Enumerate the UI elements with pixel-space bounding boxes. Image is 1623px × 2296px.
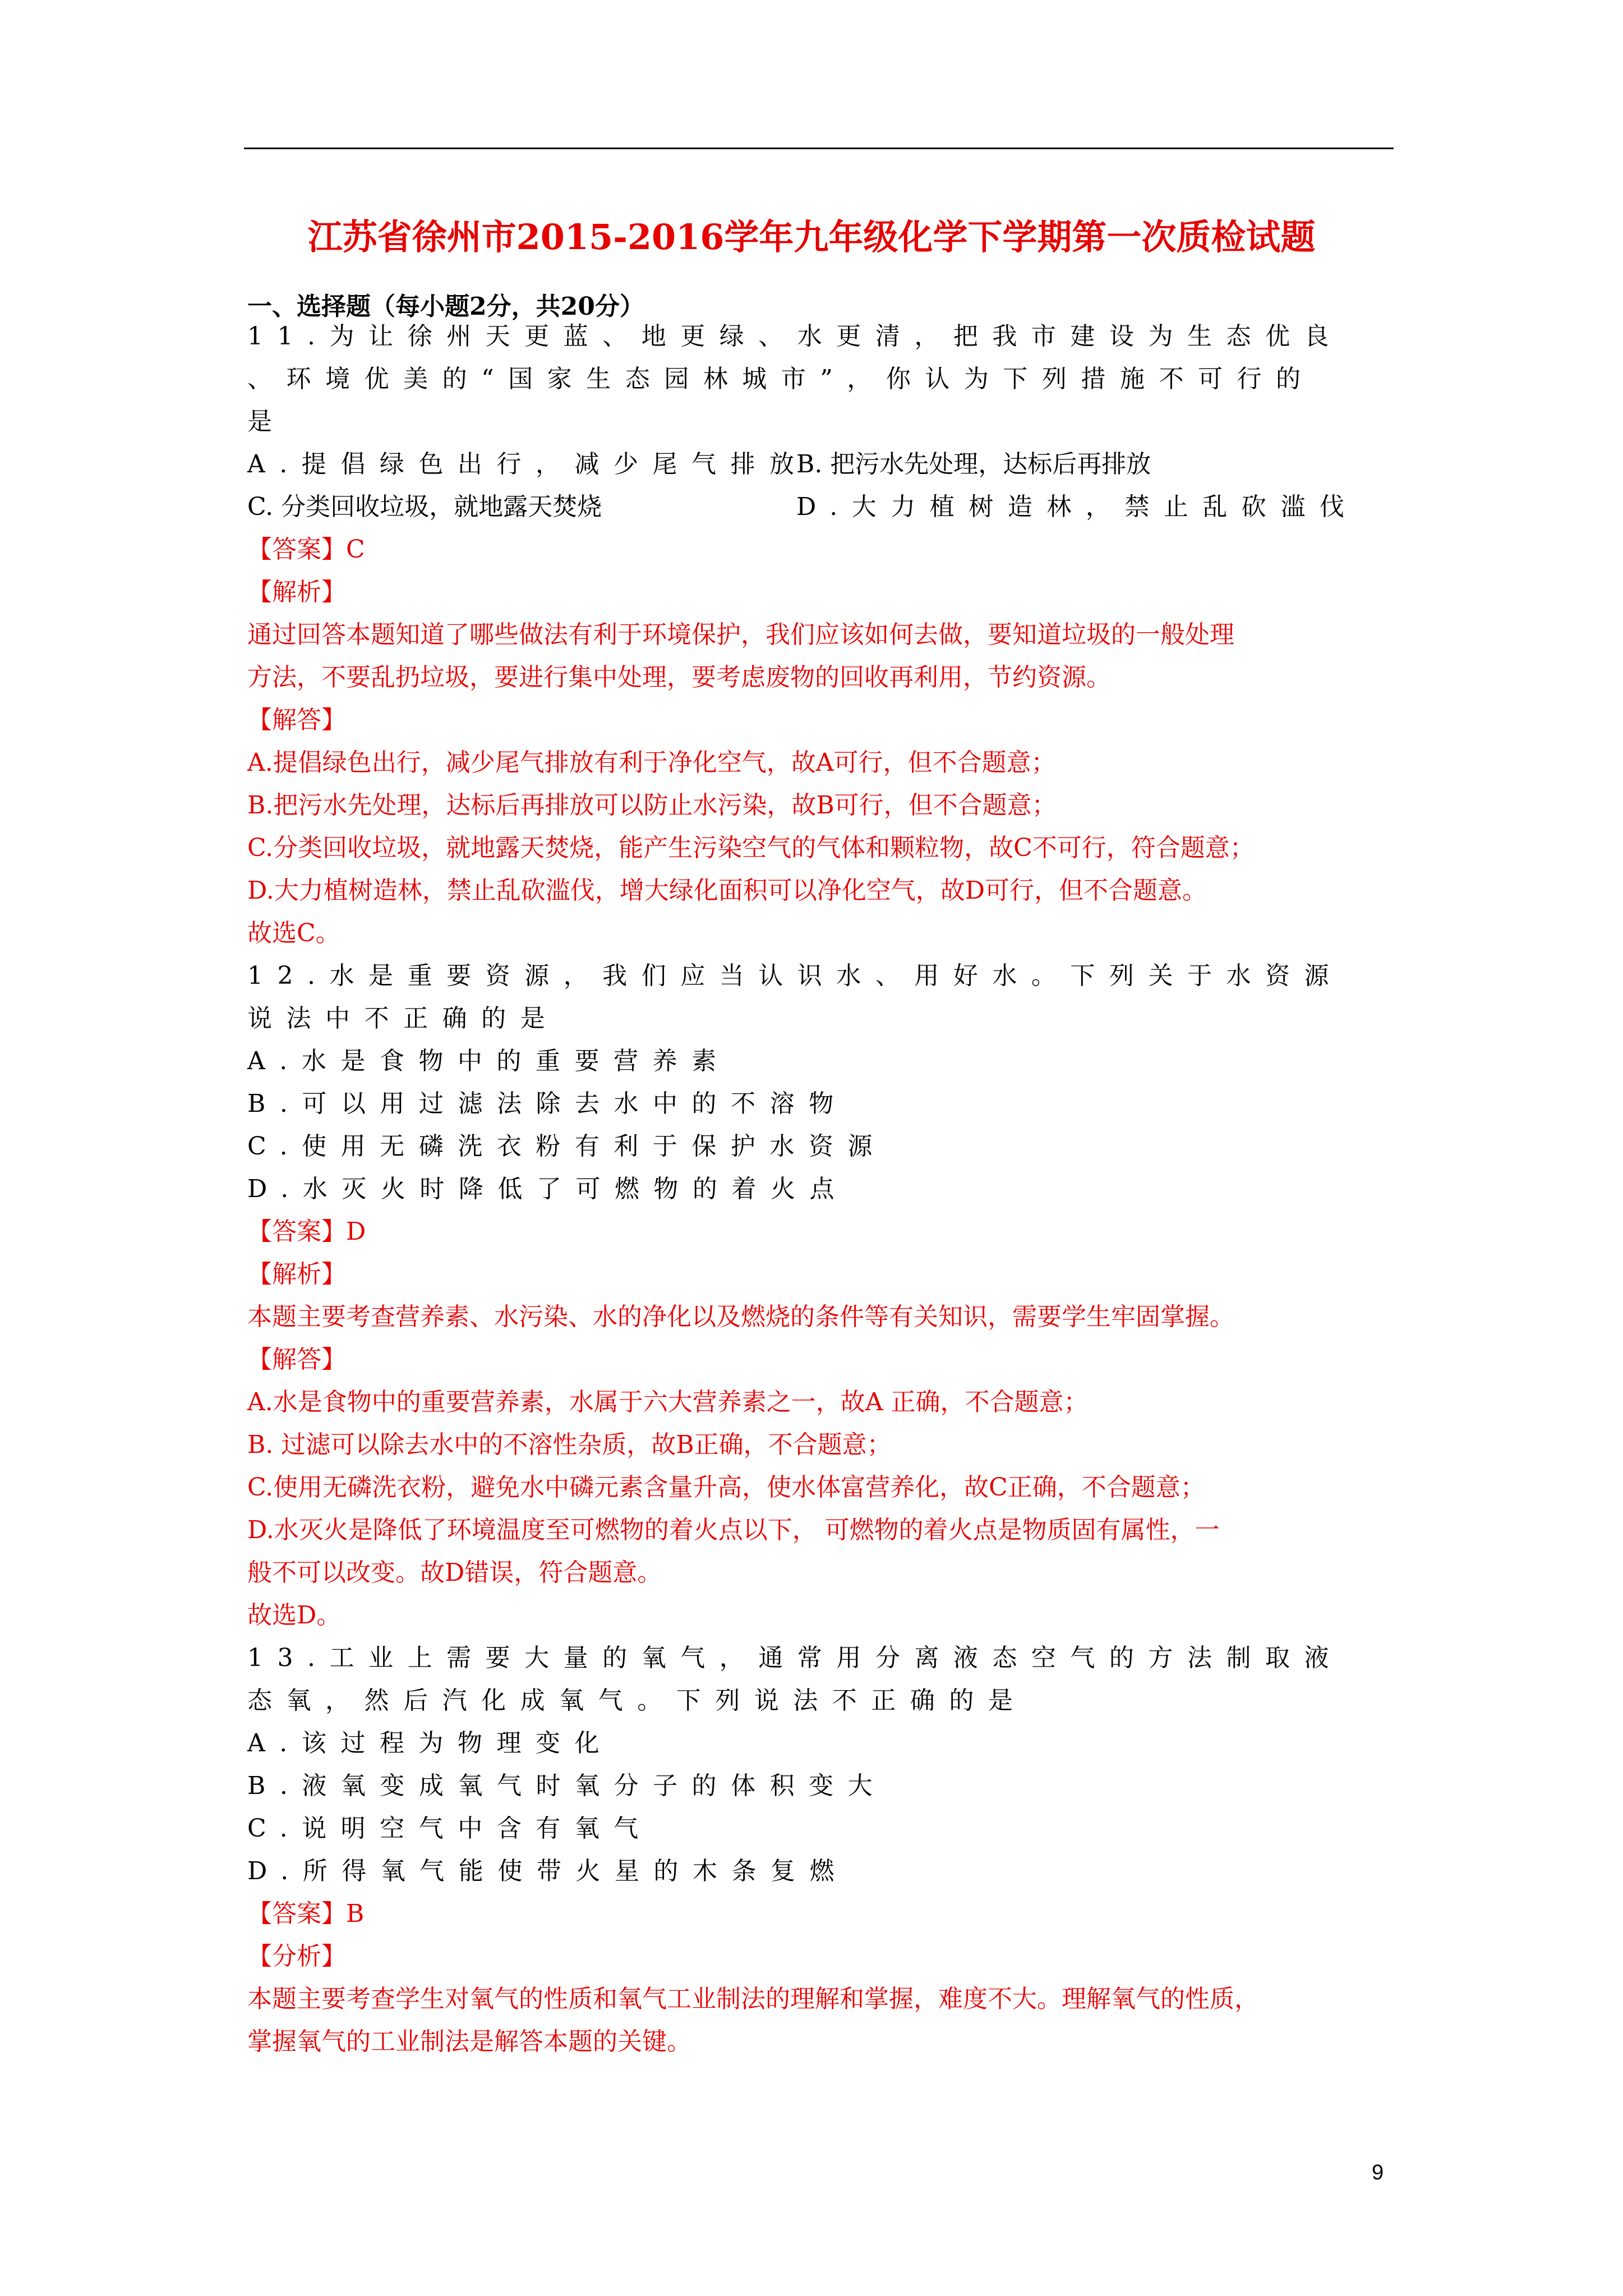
q12-option-a: A.水是食物中的重要营养素 — [247, 1047, 731, 1075]
q11-final-choice: 故选C。 — [247, 919, 340, 947]
q11-solution-b: B.把污水先处理，达标后再排放可以防止水污染，故B可行，但不合题意； — [247, 791, 1057, 820]
q11-analysis-line-2: 方法，不要乱扔垃圾，要进行集中处理，要考虑废物的回收再利用，节约资源。 — [247, 663, 1111, 692]
q11-stem-line-2: 、环境优美的“国家生态园林城市”，你认为下列措施不可行的 — [247, 365, 1315, 393]
q13-stem-line-2: 态氧，然后汽化成氧气。下列说法不正确的是 — [247, 1686, 1027, 1715]
q11-analysis-heading: 【解析】 — [247, 578, 346, 606]
q12-solution-a: A.水是食物中的重要营养素，水属于六大营养素之一，故A 正确，不合题意； — [247, 1388, 1089, 1416]
header-rule — [244, 148, 1394, 149]
q11-solution-d: D.大力植树造林，禁止乱砍滥伐，增大绿化面积可以净化空气，故D可行，但不合题意。 — [247, 876, 1207, 905]
q11-solution-a: A.提倡绿色出行，减少尾气排放有利于净化空气，故A可行，但不合题意； — [247, 748, 1056, 777]
q13-option-b: B.液氧变成氧气时氧分子的体积变大 — [247, 1772, 887, 1800]
q13-analysis-heading: 【分析】 — [247, 1942, 346, 1971]
q12-option-d: D.水灭火时降低了可燃物的着火点 — [247, 1175, 849, 1203]
q11-answer: 【答案】C — [247, 535, 365, 564]
q12-solution-d-line-2: 般不可以改变。故D错误，符合题意。 — [247, 1558, 662, 1587]
q11-option-b: B. 把污水先处理，达标后再排放 — [796, 450, 1151, 478]
q13-stem-line-1: 13.工业上需要大量的氧气，通常用分离液态空气的方法制取液 — [247, 1644, 1344, 1672]
q11-option-d: D.大力植树造林，禁止乱砍滥伐 — [796, 493, 1359, 521]
q12-solution-c: C.使用无磷洗衣粉，避免水中磷元素含量升高，使水体富营养化，故C正确，不合题意； — [247, 1473, 1205, 1502]
q11-option-a-text: A.提倡绿色出行，减少尾气排放 — [247, 450, 809, 478]
q11-stem-line-1: 11.为让徐州天更蓝、地更绿、水更清，把我市建设为生态优良 — [247, 322, 1344, 351]
q11-stem-line-3: 是 — [247, 407, 272, 436]
q12-solution-heading: 【解答】 — [247, 1345, 346, 1374]
q13-answer: 【答案】B — [247, 1899, 365, 1928]
q12-analysis-heading: 【解析】 — [247, 1260, 346, 1289]
page-title: 江苏省徐州市2015-2016学年九年级化学下学期第一次质检试题 — [307, 217, 1316, 257]
q12-option-b: B.可以用过滤法除去水中的不溶物 — [247, 1089, 848, 1118]
q13-option-c: C.说明空气中含有氧气 — [247, 1814, 653, 1843]
q12-stem-line-1: 12.水是重要资源，我们应当认识水、用好水。下列关于水资源 — [247, 961, 1344, 990]
q12-option-c: C.使用无磷洗衣粉有利于保护水资源 — [247, 1132, 887, 1161]
q13-option-d: D.所得氧气能使带火星的木条复燃 — [247, 1857, 849, 1885]
q12-solution-b: B. 过滤可以除去水中的不溶性杂质，故B正确，不合题意； — [247, 1430, 892, 1459]
q13-analysis-line-1: 本题主要考查学生对氧气的性质和氧气工业制法的理解和掌握，难度不大。理解氧气的性质， — [247, 1985, 1259, 2013]
q11-option-c: C. 分类回收垃圾，就地露天焚烧 — [247, 493, 602, 521]
q12-analysis-line-1: 本题主要考查营养素、水污染、水的净化以及燃烧的条件等有关知识，需要学生牢固掌握。 — [247, 1303, 1234, 1331]
q11-solution-c: C.分类回收垃圾，就地露天焚烧，能产生污染空气的气体和颗粒物，故C不可行，符合题意； — [247, 834, 1255, 862]
q11-solution-heading: 【解答】 — [247, 706, 346, 734]
q11-option-a — [247, 448, 809, 481]
page-number: 9 — [1372, 2161, 1384, 2184]
q12-stem-line-2: 说法中不正确的是 — [247, 1004, 560, 1033]
q12-answer: 【答案】D — [247, 1217, 366, 1246]
q11-analysis-line-1: 通过回答本题知道了哪些做法有利于环境保护，我们应该如何去做，要知道垃圾的一般处理 — [247, 620, 1234, 649]
q12-final-choice: 故选D。 — [247, 1601, 342, 1630]
section-heading: 一、选择题（每小题2分，共20分） — [247, 292, 644, 321]
q13-analysis-line-2: 掌握氧气的工业制法是解答本题的关键。 — [247, 2027, 691, 2056]
q12-solution-d-line-1: D.水灭火是降低了环境温度至可燃物的着火点以下， 可燃物的着火点是物质固有属性，一 — [247, 1516, 1220, 1544]
q13-option-a: A.该过程为物理变化 — [247, 1729, 614, 1757]
